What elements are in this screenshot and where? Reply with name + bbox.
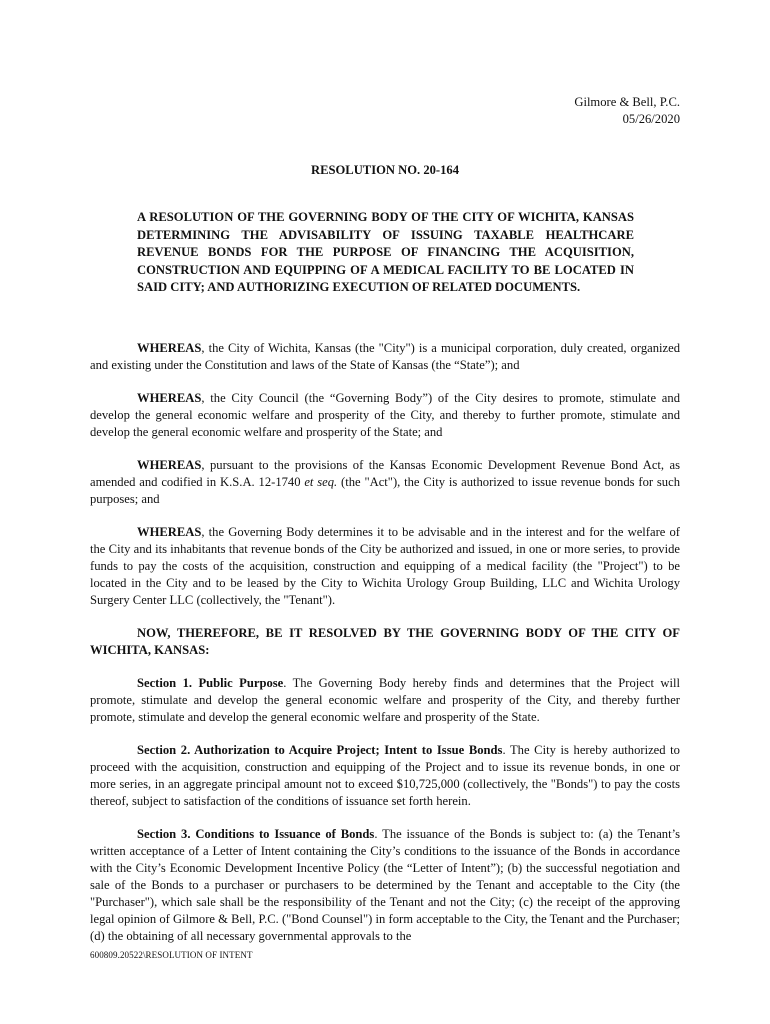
whereas-paragraph-3 — [90, 457, 680, 508]
section-2 — [90, 742, 680, 810]
whereas-lead: WHEREAS — [137, 341, 202, 355]
section-1 — [90, 675, 680, 726]
section-heading: Section 2. Authorization to Acquire Project; Intent to Issue Bonds — [137, 743, 503, 757]
header-block — [574, 94, 680, 128]
whereas-lead: WHEREAS — [137, 458, 202, 472]
section-text: . The City is hereby authorized to proceed with the acquisition, construction and equipping of the Project and to issue its revenue bonds, in one or more series, in an aggregate principal amount not to exceed $10,725,000 (collectively, the "Bonds") to pay the costs thereof, subject to satisfaction of the conditions of issuance set forth herein. — [90, 743, 680, 808]
whereas-text-tail: (the "Act"), the City is authorized to issue revenue bonds for such purposes; and — [90, 475, 680, 506]
document-body — [90, 340, 680, 961]
firm-name: Gilmore & Bell, P.C. — [574, 95, 680, 109]
whereas-text: , the City of Wichita, Kansas (the "City") is a municipal corporation, duly created, organized and existing under the Constitution and laws of the State of Kansas (the “State”); and — [90, 341, 680, 372]
whereas-lead: WHEREAS — [137, 525, 202, 539]
section-heading: Section 1. Public Purpose — [137, 676, 284, 690]
whereas-text: , pursuant to the provisions of the Kansas Economic Development Revenue Bond Act, as amended and codified in K.S.A. 12-1740 — [90, 458, 680, 489]
resolution-title: A RESOLUTION OF THE GOVERNING BODY OF THE CITY OF WICHITA, KANSAS DETERMINING THE ADVISABILITY OF ISSUING TAXABLE HEALTHCARE REVENUE BONDS FOR THE PURPOSE OF FINANCING THE ACQUISITION, CONSTRUCTION AND EQUIPPING OF A MEDICAL FACILITY TO BE LOCATED IN SAID CITY; AND AUTHORIZING EXECUTION OF RELATED DOCUMENTS. — [137, 210, 634, 295]
section-heading: Section 3. Conditions to Issuance of Bonds — [137, 827, 375, 841]
section-text: . The issuance of the Bonds is subject to: (a) the Tenant’s written acceptance of a Letter of Intent containing the City’s conditions to the issuance of the Bonds in accordance with the City’s Economic Development Incentive Policy (the “Letter of Intent”); (b) the successful negotiation and sale of the Bonds to a purchaser or purchasers to be determined by the Tenant and acceptable to the City (the "Purchaser"), which sale shall be the responsibility of the Tenant and not the City; (c) the receipt of the approving legal opinion of Gilmore & Bell, P.C. ("Bond Counsel") in form acceptable to the City, the Tenant and the Purchaser; (d) the obtaining of all necessary governmental approvals to the — [90, 827, 680, 943]
resolved-clause: NOW, THEREFORE, BE IT RESOLVED BY THE GOVERNING BODY OF THE CITY OF WICHITA, KANSAS: — [90, 626, 680, 657]
whereas-italic-term: et seq. — [304, 475, 338, 489]
whereas-lead: WHEREAS — [137, 391, 202, 405]
section-text: . The Governing Body hereby finds and determines that the Project will promote, stimulate and develop the general economic welfare and prosperity of the City, and thereby further promote, stimulate and develop the general economic welfare and prosperity of the State. — [90, 676, 680, 724]
whereas-text: , the City Council (the “Governing Body”) of the City desires to promote, stimulate and develop the general economic welfare and prosperity of the City, and thereby to further promote, stimulate and develop the general economic welfare and prosperity of the State; and — [90, 391, 680, 439]
whereas-paragraph-1 — [90, 340, 680, 374]
document-footer: 600809.20522\RESOLUTION OF INTENT — [90, 950, 253, 960]
document-date: 05/26/2020 — [622, 112, 680, 126]
whereas-text: , the Governing Body determines it to be advisable and in the interest and for the welfare of the City and its inhabitants that revenue bonds of the City be authorized and issued, in one or more series, to provide funds to pay the costs of the acquisition, construction and equipping of a medical facility (the "Project") to be located in the City and to be leased by the City to Wichita Urology Group Building, LLC and Wichita Urology Surgery Center LLC (collectively, the "Tenant"). — [90, 525, 680, 607]
section-3 — [90, 826, 680, 945]
whereas-paragraph-4 — [90, 524, 680, 609]
resolution-number: RESOLUTION NO. 20-164 — [311, 163, 459, 177]
whereas-paragraph-2 — [90, 390, 680, 441]
